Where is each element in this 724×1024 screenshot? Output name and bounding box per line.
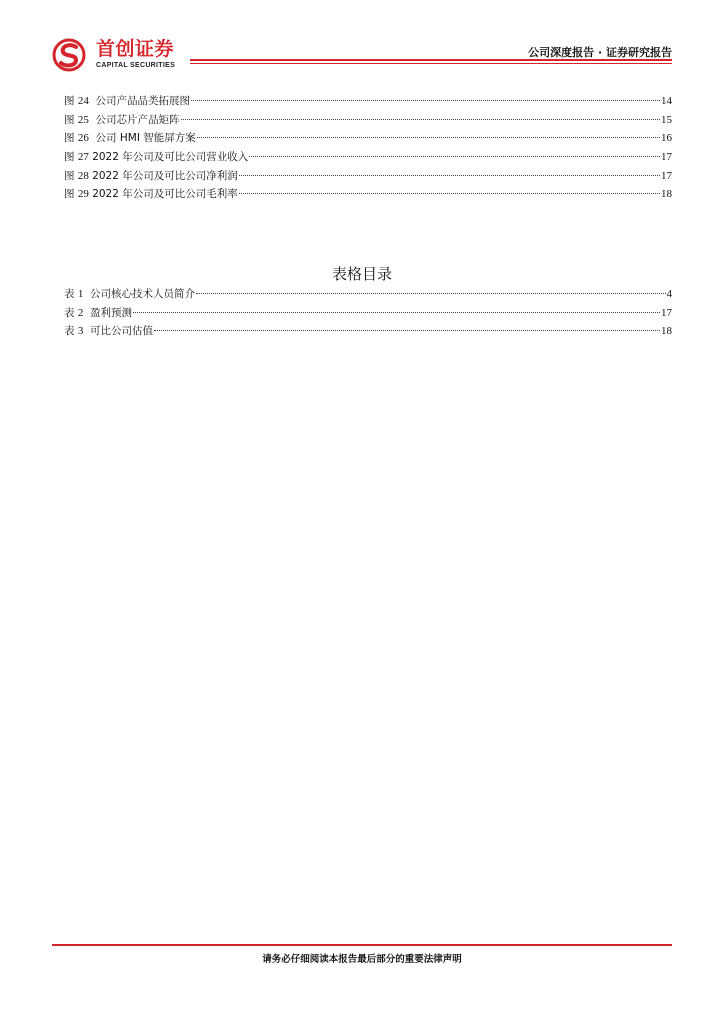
company-logo [52,38,202,74]
toc-page-number: 14 [661,95,672,107]
toc-figure-row[interactable] [64,167,672,186]
toc-leader-dots [197,137,660,138]
toc-page-number: 17 [661,169,672,182]
page-header [0,0,724,80]
toc-figure-row[interactable] [64,111,672,130]
header-divider [190,59,672,61]
report-type-label: 公司深度报告 · 证券研究报告 [528,46,672,59]
toc-leader-dots [249,156,660,157]
toc-page-number: 16 [661,132,672,145]
toc-leader-dots [239,193,660,194]
toc-leader-dots [181,119,660,120]
toc-entry-label: 图 25 公司芯片产品矩阵 [64,113,180,126]
toc-page-number: 17 [661,151,672,164]
toc-leader-dots [154,330,660,331]
toc-leader-dots [191,100,660,101]
toc-figure-row[interactable] [64,129,672,148]
logo-english-name: CAPITAL SECURITIES [96,62,176,69]
toc-page-number: 4 [666,288,672,300]
toc-page-number: 18 [661,188,672,201]
toc-entry-label: 图 28 2022 年公司及可比公司净利润 [64,169,238,182]
header-divider-thin [190,63,672,64]
toc-table-row[interactable] [64,304,672,323]
table-list [64,285,672,341]
logo-chinese-name: 首创证券 [96,38,175,60]
toc-page-number: 18 [661,325,672,338]
toc-entry-label: 表 2 盈利预测 [64,306,133,319]
toc-entry-label: 表 1 公司核心技术人员简介 [64,288,196,300]
figure-list [64,92,672,204]
toc-entry-label: 图 24 公司产品品类拓展图 [64,95,191,107]
legal-disclaimer-notice: 请务必仔细阅读本报告最后部分的重要法律声明 [262,954,462,965]
toc-page-number: 17 [661,306,672,319]
capital-securities-logo-icon [52,38,88,72]
toc-table-row[interactable] [64,322,672,341]
toc-entry-label: 图 27 2022 年公司及可比公司营业收入 [64,151,249,164]
toc-leader-dots [196,293,665,294]
footer-divider [52,944,672,946]
toc-leader-dots [133,312,660,313]
toc-figure-row[interactable] [64,185,672,204]
toc-leader-dots [239,175,660,176]
toc-entry-label: 表 3 可比公司估值 [64,325,154,338]
toc-figure-row[interactable] [64,92,672,111]
toc-table-row[interactable] [64,285,672,304]
toc-page-number: 15 [661,113,672,126]
toc-entry-label: 图 26 公司 HMI 智能屏方案 [64,132,196,145]
toc-figure-row[interactable] [64,148,672,167]
table-list-title: 表格目录 [331,265,392,283]
toc-entry-label: 图 29 2022 年公司及可比公司毛利率 [64,188,238,201]
